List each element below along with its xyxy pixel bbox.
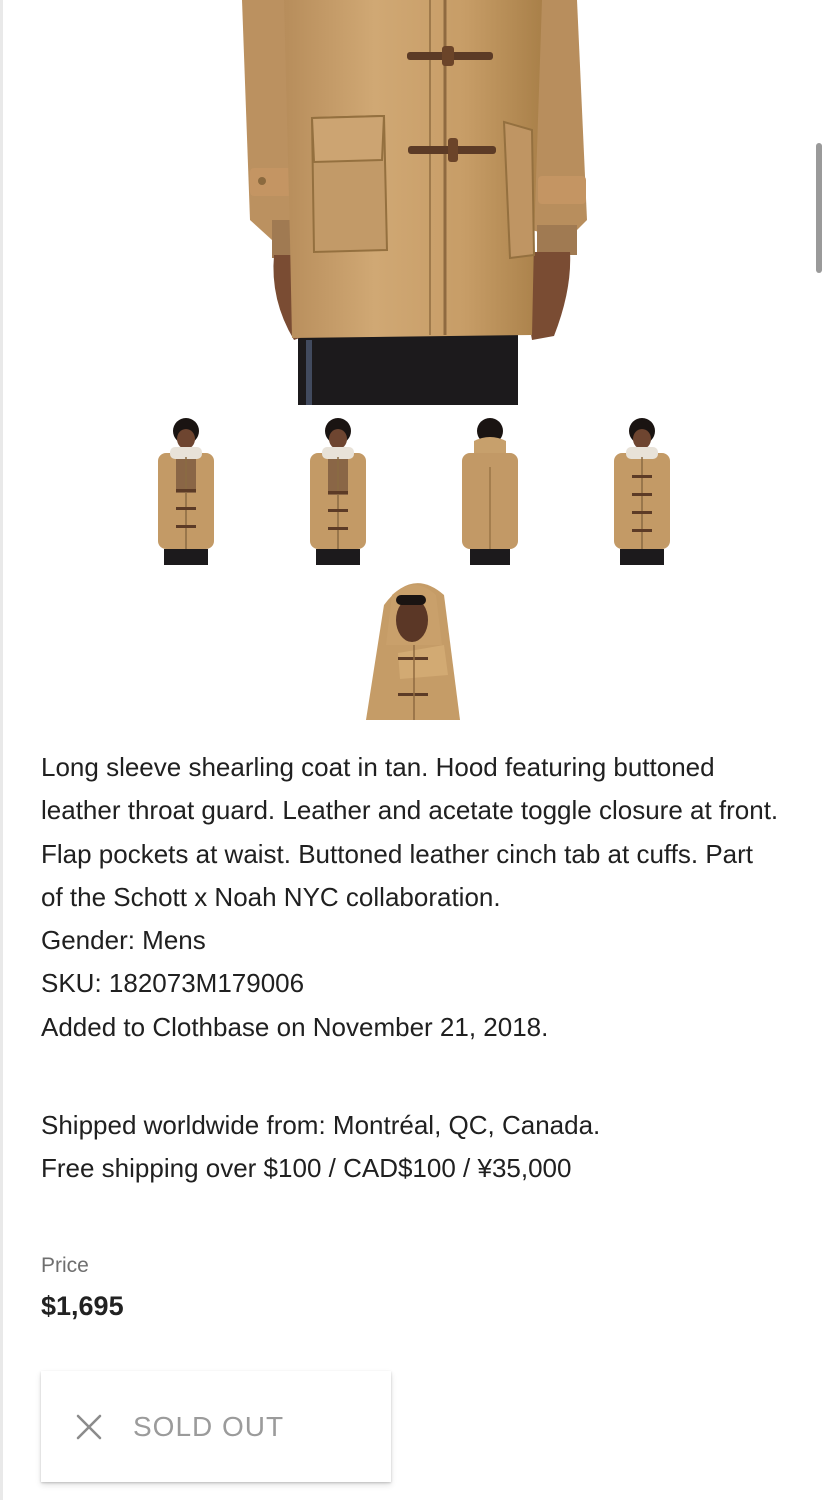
shipping-info (41, 1104, 781, 1191)
price-value: $1,695 (41, 1291, 124, 1321)
sold-out-label: SOLD OUT (133, 1410, 285, 1442)
price-label: Price (41, 1254, 89, 1277)
thumbnail-hood-up-closeup[interactable] (364, 575, 464, 720)
shipping-origin: Shipped worldwide from: Montréal, QC, Canada. (41, 1110, 601, 1140)
page-left-edge (0, 0, 3, 1500)
added-date-line: Added to Clothbase on November 21, 2018. (41, 1011, 549, 1042)
description-text: Long sleeve shearling coat in tan. Hood featuring buttoned leather throat guard. Leather and acetate toggle closure at front. Flap pockets at waist. Buttoned leather cinch tab at cuffs. Part of the Schott x Noah NYC collaboration. (41, 752, 779, 912)
gender-line: Gender: Mens (41, 925, 206, 956)
scrollbar-thumb[interactable] (816, 143, 822, 273)
product-description (41, 746, 781, 1049)
thumbnail-front[interactable] (146, 417, 226, 567)
thumbnail-front-alt[interactable] (298, 417, 378, 567)
sku-line: SKU: 182073M179006 (41, 968, 305, 999)
product-hero-image[interactable] (232, 0, 597, 405)
thumbnail-back[interactable] (450, 417, 530, 567)
close-icon (75, 1413, 103, 1441)
thumbnail-front-hood-down[interactable] (602, 417, 682, 567)
free-shipping-note: Free shipping over $100 / CAD$100 / ¥35,000 (41, 1153, 572, 1184)
sold-out-button[interactable] (41, 1371, 391, 1482)
thumbnail-row (0, 417, 828, 567)
